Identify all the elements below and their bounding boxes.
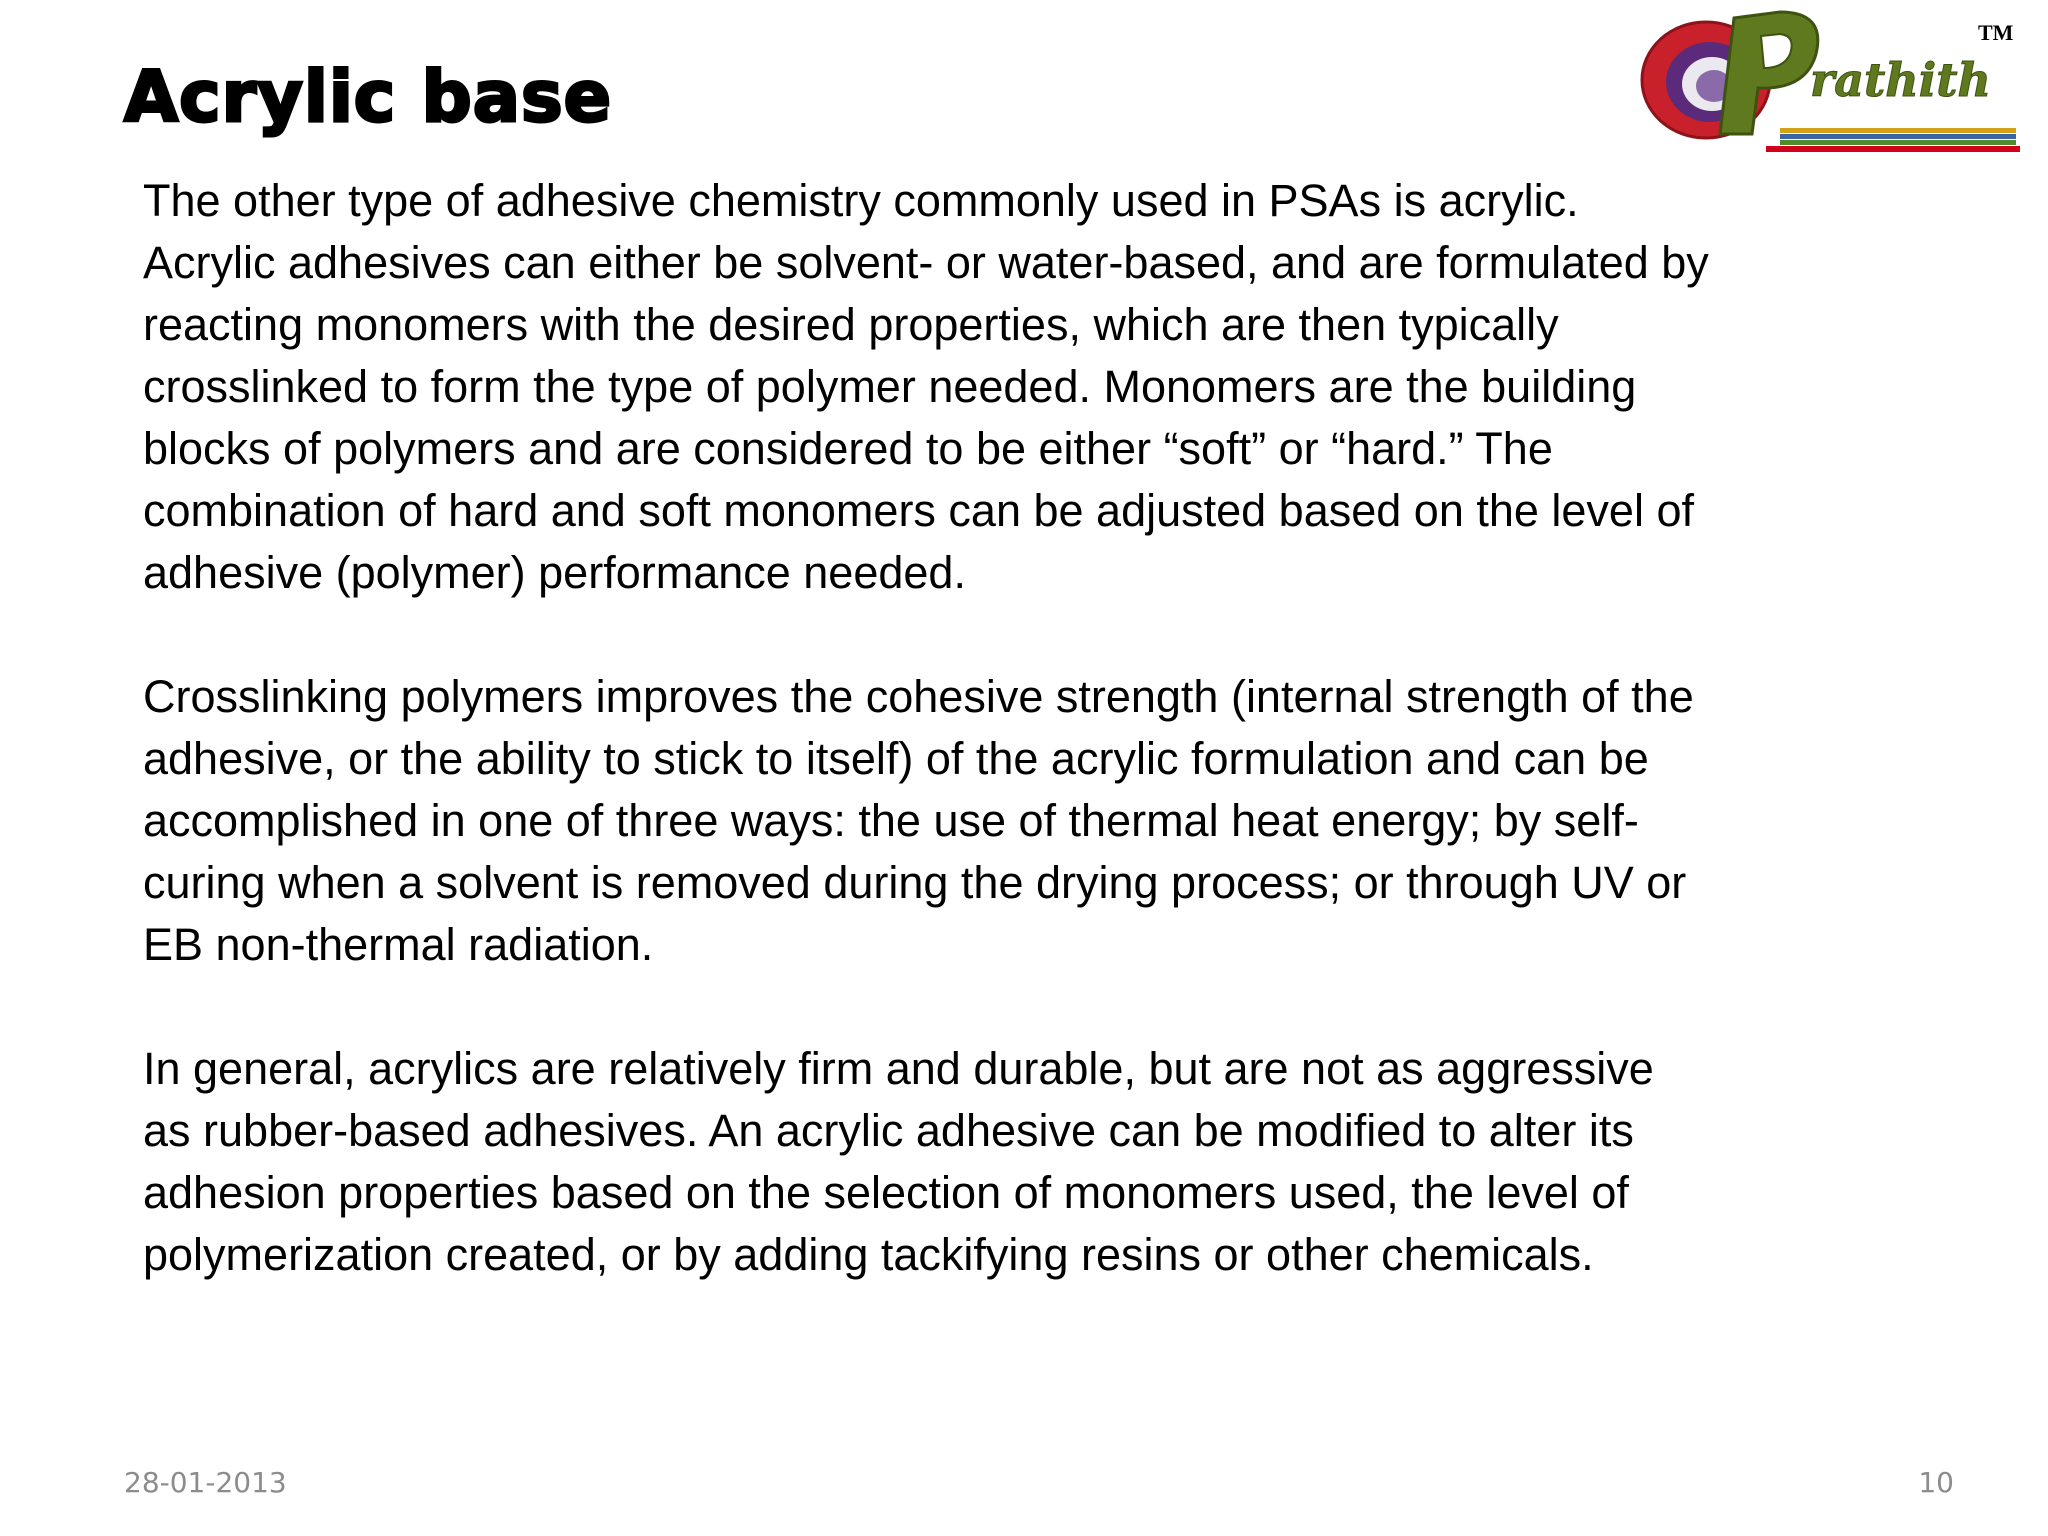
text-line: The other type of adhesive chemistry commonly used in PSAs is acrylic. [143, 175, 1579, 226]
text-line: crosslinked to form the type of polymer needed. Monomers are the building [143, 361, 1637, 412]
slide-title: Acrylic base [124, 56, 613, 138]
text-line: curing when a solvent is removed during the drying process; or through UV or [143, 857, 1687, 908]
footer-date: 28-01-2013 [124, 1466, 287, 1499]
text-line: reacting monomers with the desired properties, which are then typically [143, 299, 1559, 350]
text-line: Acrylic adhesives can either be solvent- or water-based, and are formulated by [143, 237, 1709, 288]
text-line: as rubber-based adhesives. An acrylic adhesive can be modified to alter its [143, 1105, 1634, 1156]
text-line: adhesion properties based on the selection of monomers used, the level of [143, 1167, 1629, 1218]
prathith-logo-icon [1630, 2, 2030, 154]
paragraph-3 [143, 1038, 1943, 1286]
text-line: Crosslinking polymers improves the cohesive strength (internal strength of the [143, 671, 1694, 722]
text-line: adhesive, or the ability to stick to itself) of the acrylic formulation and can be [143, 733, 1649, 784]
text-line: polymerization created, or by adding tackifying resins or other chemicals. [143, 1229, 1594, 1280]
paragraph-2 [143, 666, 1943, 976]
text-line: In general, acrylics are relatively firm and durable, but are not as aggressive [143, 1043, 1654, 1094]
paragraph-1 [143, 170, 1943, 604]
text-line: adhesive (polymer) performance needed. [143, 547, 966, 598]
page-number: 10 [1918, 1466, 1954, 1499]
text-line: EB non-thermal radiation. [143, 919, 654, 970]
svg-text:rathith: rathith [1810, 53, 1991, 107]
trademark-symbol: TM [1978, 20, 2014, 45]
text-line: blocks of polymers and are considered to be either “soft” or “hard.” The [143, 423, 1553, 474]
text-line: combination of hard and soft monomers can be adjusted based on the level of [143, 485, 1694, 536]
text-line: accomplished in one of three ways: the use of thermal heat energy; by self- [143, 795, 1639, 846]
slide-body [143, 170, 1943, 1348]
